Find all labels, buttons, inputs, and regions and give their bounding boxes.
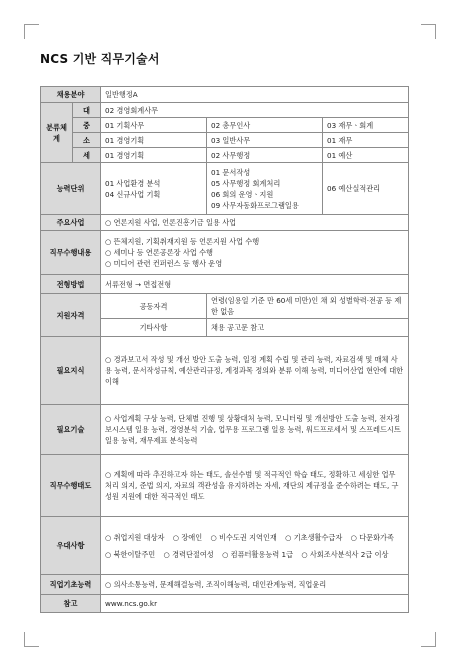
competency-item: 09 사무자동화프로그램일용 [211,200,299,210]
competency-col3 [323,163,409,215]
label-main-business: 주요사업 [41,215,101,231]
level-major: 대 [73,103,101,118]
competency-item: 01 사업환경 분석 [105,178,161,188]
label-knowledge: 필요지식 [41,337,101,405]
competency-col2 [207,163,323,215]
label-basic-ability: 직업기초능력 [41,575,101,595]
label-preference: 우대사항 [41,517,101,575]
row-skills [41,405,409,455]
label-reference: 참고 [41,595,101,613]
row-competency [41,163,409,215]
label-skills: 필요기술 [41,405,101,455]
preference-item: ○ 경력단절여성 [164,550,214,559]
competency-item: 06 예산실적관리 [327,184,381,193]
competency-item: 05 사무행정 회계처리 [211,178,281,188]
qualification-value-1: 연령(임용일 기준 만 60세 미만)인 채 외 성별학력·전공 등 제한 없음 [207,294,409,319]
job-content-item: ○ 뜬체지원, 기획취재지원 등 언론지원 사업 수행 [105,236,404,247]
value-attitude [101,455,409,517]
class-detail-1: 01 경영기획 [101,148,207,163]
value-skills [101,405,409,455]
reference-link[interactable]: www.ncs.go.kr [101,595,409,613]
value-preference [101,517,409,575]
row-job-content [41,231,409,275]
label-competency-units: 능력단위 [41,163,101,215]
row-preference [41,517,409,575]
row-selection [41,275,409,294]
corner-mark-bottom-left [24,632,39,647]
row-category [41,87,409,103]
class-middle-3: 03 재무ㆍ회계 [323,118,409,133]
class-major-1: 02 경영회계사무 [101,103,409,118]
preference-row-1 [105,532,404,543]
preference-item: ○ 비수도권 지역인재 [210,533,276,542]
preference-row-2 [105,549,404,560]
row-attitude [41,455,409,517]
row-qualification-1 [41,294,409,319]
value-category: 일반행정A [101,87,409,103]
label-attitude: 직무수행태도 [41,455,101,517]
competency-col1 [101,163,207,215]
job-description-table [40,86,409,613]
class-detail-2: 02 사무행정 [207,148,323,163]
qualification-value-2: 채용 공고문 참고 [207,319,409,337]
class-minor-2: 03 일반사무 [207,133,323,148]
value-main-business [101,215,409,231]
skills-item: ○ 사업계획 구상 능력, 단체별 진행 및 상황대처 능력, 모니터링 및 개선방안 도출 능력, 전자정보시스템 일용 능력, 경영분석 기술, 업무용 프로그램 일용 능력, 워드프로세서 및 스프레드시트 일용 능력, 재무제표 분석능력 [105,413,404,446]
level-detail: 세 [73,148,101,163]
row-basic-ability [41,575,409,595]
basic-ability-text: ○ 의사소통능력, 문제해결능력, 조직이해능력, 대인관계능력, 직업윤리 [105,580,326,589]
preference-item: ○ 북한이탈주민 [105,550,155,559]
corner-mark-bottom-right [421,632,436,647]
qualification-label-text: 기타사항 [139,323,168,332]
preference-item: ○ 컴퓨터활용능력 1급 [222,550,293,559]
corner-mark-top-right [421,24,436,39]
class-middle-1: 01 기획사무 [101,118,207,133]
row-class-middle [41,118,409,133]
class-detail-3: 01 예산 [323,148,409,163]
competency-item: 04 신규사업 기획 [105,189,161,199]
competency-item: 06 회의 운영ㆍ지원 [211,189,274,199]
label-category: 채용분야 [41,87,101,103]
label-classification: 분류체계 [41,103,73,163]
row-class-major [41,103,409,118]
document-title: NCS 기반 직무기술서 [40,52,160,66]
job-content-item: ○ 미디어 관련 컨퍼런스 등 행사 운영 [105,258,404,269]
level-middle: 중 [73,118,101,133]
qualification-label-2 [101,319,207,337]
value-knowledge [101,337,409,405]
row-reference [41,595,409,613]
class-minor-3: 01 재무 [323,133,409,148]
row-knowledge [41,337,409,405]
knowledge-item: ○ 경과보고서 작성 및 개선 방안 도출 능력, 일정 계획 수립 및 관리 능력, 자료검색 및 매체 사용 능력, 문서작성규칙, 예산관리규정, 계정과목 정의와 분류 이해 능력, 미디어산업 현안에 대한 이해 [105,354,404,387]
corner-mark-top-left [24,24,39,39]
preference-item: ○ 기초생활수급자 [285,533,342,542]
value-selection: 서류전형 → 면접전형 [101,275,409,294]
class-middle-2: 02 총무인사 [207,118,323,133]
label-qualification: 지원자격 [41,294,101,337]
preference-item: ○ 취업지원 대상자 [105,533,164,542]
qualification-label-text: 공동자격 [139,301,168,311]
row-class-minor [41,133,409,148]
row-main-business [41,215,409,231]
preference-item: ○ 다문화가족 [351,533,394,542]
preference-item: ○ 사회조사분석사 2급 이상 [301,550,388,559]
attitude-item: ○ 계획에 따라 추진하고자 하는 태도, 솔선수범 및 적극적인 학습 태도, 정확하고 세심한 업무 처리 의지, 준법 의지, 자료의 객관성을 유지하려는 자세, 재단의 제규정을 준수하려는 태도, 구성원 지원에 대한 적극적인 태도 [105,469,404,502]
preference-item: ○ 장애인 [173,533,202,542]
value-job-content [101,231,409,275]
job-content-item: ○ 세미나 등 연론공론장 사업 수행 [105,247,404,258]
row-class-detail [41,148,409,163]
label-selection: 전형방법 [41,275,101,294]
label-job-content: 직무수행내용 [41,231,101,275]
class-minor-1: 01 경영기획 [101,133,207,148]
competency-item: 01 문서작성 [211,167,251,177]
level-minor: 소 [73,133,101,148]
main-business-item: ○ 연론지원 사업, 언론진흥기금 일용 사업 [105,217,404,228]
value-basic-ability [101,575,409,595]
qualification-label-1 [101,294,207,319]
